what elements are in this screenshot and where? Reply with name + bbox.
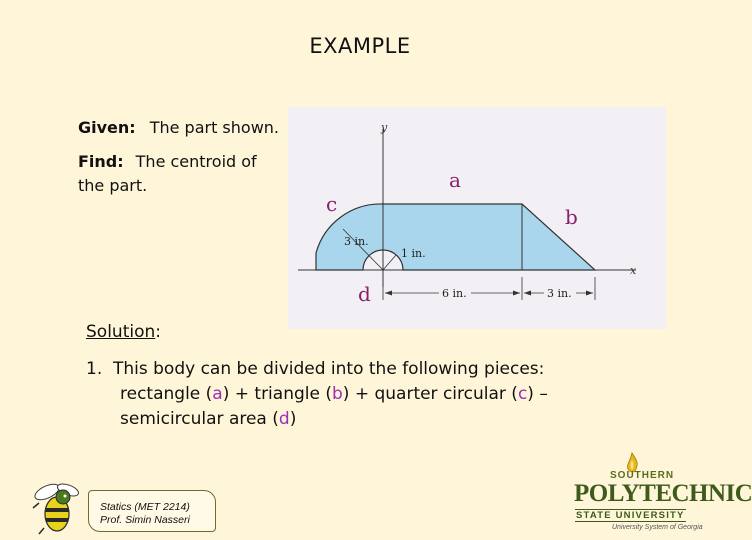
dim-arrow-4 xyxy=(586,291,593,296)
find-statement xyxy=(78,150,293,198)
piece-label-b: b xyxy=(565,205,578,229)
part-figure xyxy=(288,107,666,329)
dim-arrow-3 xyxy=(524,291,531,296)
spsu-state-text: STATE UNIVERSITY xyxy=(576,510,685,521)
solution-colon: : xyxy=(155,322,161,342)
step-line2-text: ) – xyxy=(527,384,548,404)
dim-arrow-1 xyxy=(385,291,392,296)
spsu-southern-text: SOUTHERN xyxy=(610,470,675,481)
solution-heading xyxy=(86,322,161,342)
piece-label-a: a xyxy=(449,168,461,192)
step-ref-d: d xyxy=(278,409,290,429)
slide-title: EXAMPLE xyxy=(309,34,411,58)
solution-step-1 xyxy=(86,357,626,432)
y-axis-label: y xyxy=(381,121,388,134)
find-text-line2: the part. xyxy=(78,176,148,195)
step-line3-text: semicircular area ( xyxy=(120,409,279,429)
radius-large-label: 3 in. xyxy=(344,235,369,248)
step-line-1: This body can be divided into the following pieces: xyxy=(113,359,545,379)
step-line3-text: ) xyxy=(289,409,297,429)
course-name: Statics (MET 2214) xyxy=(100,501,190,513)
piece-label-c: c xyxy=(326,192,338,216)
professor-name: Prof. Simin Nasseri xyxy=(100,514,190,526)
dim-arrow-2 xyxy=(513,291,520,296)
step-line2-text: rectangle ( xyxy=(120,384,213,404)
dim-label-6in: 6 in. xyxy=(442,287,467,300)
find-text-line1: The centroid of xyxy=(135,152,257,171)
step-line-2 xyxy=(86,382,626,407)
radius-small-line xyxy=(383,255,396,270)
spsu-logo xyxy=(574,458,752,534)
step-line2-text: ) + quarter circular ( xyxy=(342,384,518,404)
dim-label-3in: 3 in. xyxy=(547,287,572,300)
yellow-jacket-logo xyxy=(30,478,88,536)
step-line2-text: ) + triangle ( xyxy=(222,384,332,404)
spsu-system-text: University System of Georgia xyxy=(612,524,703,531)
step-ref-a: a xyxy=(212,384,223,404)
course-info-box xyxy=(88,490,216,532)
step-ref-c: c xyxy=(517,384,528,404)
given-text: The part shown. xyxy=(149,118,280,137)
piece-label-d: d xyxy=(358,282,371,306)
x-axis-label: x xyxy=(630,264,637,277)
radius-small-label: 1 in. xyxy=(401,247,426,260)
step-ref-b: b xyxy=(331,384,343,404)
part-drawing xyxy=(288,107,666,329)
spsu-polytechnic-text: POLYTECHNIC xyxy=(574,480,752,507)
step-number: 1. xyxy=(86,359,103,379)
find-label: Find: xyxy=(78,152,124,171)
solution-label: Solution xyxy=(86,322,156,342)
given-label: Given: xyxy=(78,118,136,137)
given-statement xyxy=(78,118,279,137)
step-line-3 xyxy=(86,407,626,432)
